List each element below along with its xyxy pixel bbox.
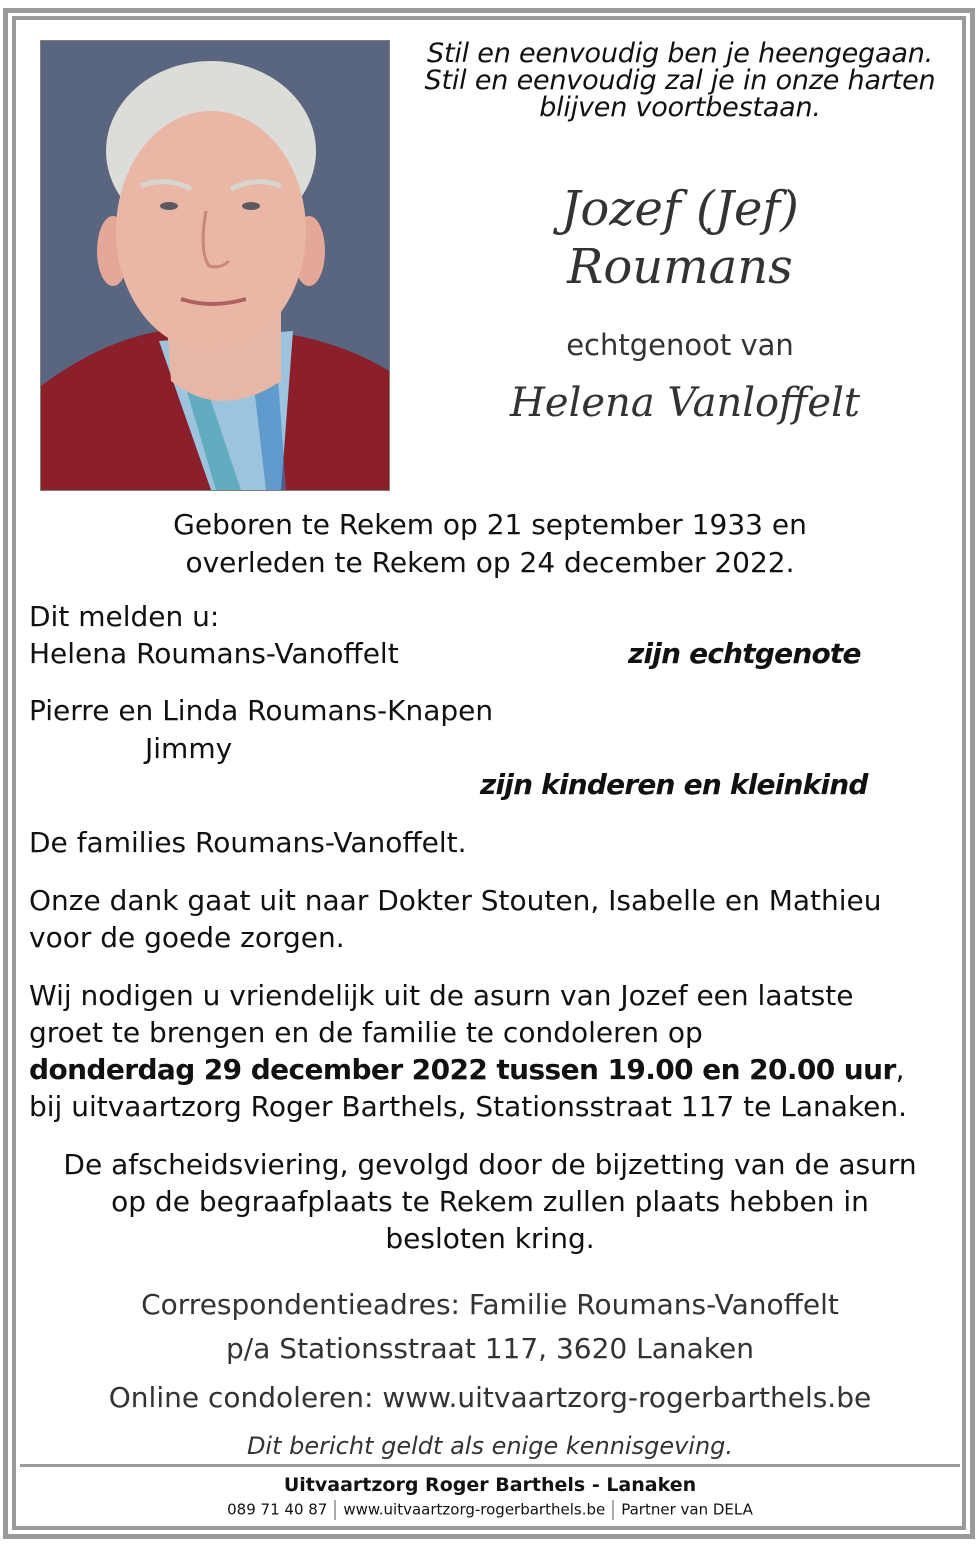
- invitation-paragraph: [29, 977, 949, 1125]
- correspondence-address: [20, 1283, 960, 1371]
- thanks-paragraph: [29, 882, 949, 956]
- poem-line: Stil en eenvoudig zal je in onze harten: [424, 65, 936, 96]
- visitation-datetime: donderdag 29 december 2022 tussen 19.00 en 20.00 uur: [29, 1053, 896, 1086]
- footer-contact: [0, 1500, 980, 1520]
- death-line: overleden te Rekem op 24 december 2022.: [185, 546, 795, 579]
- announcer-spouse: Helena Roumans-Vanoffelt: [29, 637, 399, 670]
- ceremony-line: De afscheidsviering, gevolgd door de bijzetting van de asurn: [63, 1148, 917, 1181]
- deceased-last-name: Roumans: [567, 239, 793, 295]
- footer-partner: Partner van DELA: [621, 1500, 753, 1519]
- announcer-spouse-role: zijn echtgenote: [628, 637, 861, 670]
- portrait-photo: [40, 40, 390, 491]
- invitation-line: Wij nodigen u vriendelijk uit de asurn van Jozef een laatste: [29, 979, 854, 1012]
- invitation-line: groet te brengen en de familie te condoleren op: [29, 1016, 703, 1049]
- divider: [334, 1500, 336, 1520]
- invitation-datetime-line: [29, 1051, 949, 1088]
- footer-phone[interactable]: 089 71 40 87: [227, 1500, 328, 1519]
- relation-label: echtgenoot van: [566, 328, 794, 362]
- spouse-name: Helena Vanloffelt: [510, 380, 860, 426]
- footer-title: Uitvaartzorg Roger Barthels - Lanaken: [283, 1474, 697, 1496]
- birth-death-dates: [100, 506, 880, 582]
- families-line: De families Roumans-Vanoffelt.: [29, 826, 467, 859]
- announcer-children: Pierre en Linda Roumans-Knapen: [29, 694, 494, 727]
- ceremony-line: op de begraafplaats te Rekem zullen plaats hebben in: [111, 1185, 869, 1218]
- divider: [612, 1500, 614, 1520]
- ceremony-line: besloten kring.: [385, 1222, 595, 1255]
- correspondence-line: Correspondentieadres: Familie Roumans-Vanoffelt: [141, 1288, 839, 1321]
- poem-line: blijven voortbestaan.: [539, 92, 821, 123]
- comma: ,: [895, 1053, 905, 1086]
- online-condolences[interactable]: Online condoleren: www.uitvaartzorg-rogerbarthels.be: [108, 1381, 872, 1414]
- invitation-line: bij uitvaartzorg Roger Barthels, Stationsstraat 117 te Lanaken.: [29, 1090, 907, 1123]
- notice-text: Dit bericht geldt als enige kennisgeving.: [246, 1432, 734, 1460]
- poem-line: Stil en eenvoudig ben je heengegaan.: [427, 38, 933, 69]
- announcer-grandchild: Jimmy: [145, 732, 233, 765]
- deceased-first-name: Jozef (Jef): [561, 181, 799, 237]
- announcer-children-role: zijn kinderen en kleinkind: [480, 768, 868, 801]
- correspondence-line: p/a Stationsstraat 117, 3620 Lanaken: [226, 1332, 754, 1365]
- birth-line: Geboren te Rekem op 21 september 1933 en: [173, 508, 807, 541]
- thanks-line: Onze dank gaat uit naar Dokter Stouten, Isabelle en Mathieu: [29, 884, 882, 917]
- footer-website[interactable]: www.uitvaartzorg-rogerbarthels.be: [343, 1500, 606, 1519]
- poem: [400, 40, 960, 121]
- ceremony-paragraph: [20, 1146, 960, 1257]
- announcers-intro: Dit melden u:: [29, 600, 220, 633]
- deceased-name: [480, 180, 880, 296]
- footer-divider: [20, 1464, 960, 1467]
- portrait-image-icon: [41, 41, 389, 490]
- thanks-line: voor de goede zorgen.: [29, 921, 345, 954]
